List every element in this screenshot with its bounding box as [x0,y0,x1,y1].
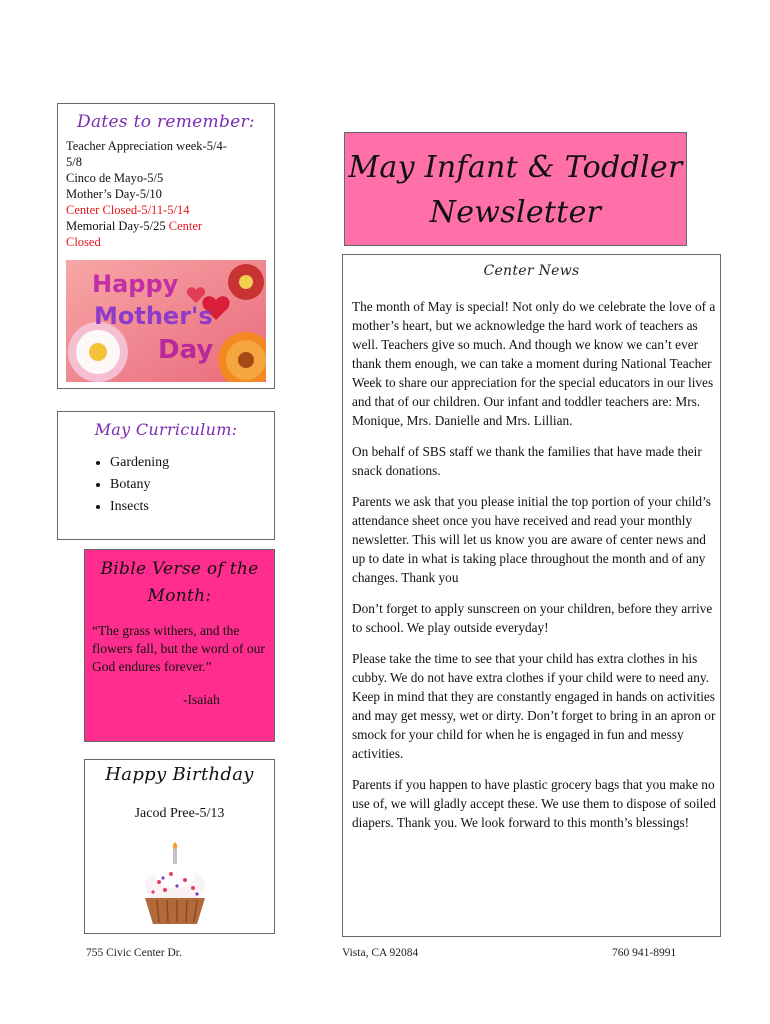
date-item: Teacher Appreciation week-5/4- [66,139,227,153]
cupcake-icon [137,842,215,926]
md-text-mothers: Mother's [94,302,213,330]
news-paragraph: Don’t forget to apply sunscreen on your children, before they arrive to school. We play outside everyday! [352,601,713,635]
center-news-heading: Center News [483,263,580,279]
bible-quote: “The grass withers, and the flowers fall, but the word of our God endures forever.” [92,623,265,674]
mothers-day-image [66,260,266,382]
curriculum-box [57,411,275,540]
date-item-closed: Center Closed-5/11-5/14 [66,203,190,217]
news-paragraph: Please take the time to see that your child has extra clothes in his cubby. We do not have extra clothes if your child were to need any. Keep in mind that they are constantly engaged in hands on activities and may get messy, wet or dirty. Don’t forget to bring in an apron or smock for your child for when he is engaged in fun and messy activities. [352,651,716,761]
bible-verse-box [84,549,275,742]
bible-heading-line2: Month: [147,586,212,606]
footer-phone: 760 941-8991 [612,947,677,959]
date-item: Cinco de Mayo-5/5 [66,171,164,185]
bible-attribution: -Isaiah [183,692,220,707]
news-paragraph: On behalf of SBS staff we thank the families that have made their snack donations. [352,444,702,478]
title-box [344,132,687,246]
date-item-closed-cont: Closed [66,235,101,249]
curriculum-list [82,452,169,518]
date-item: Mother’s Day-5/10 [66,187,162,201]
md-text-day: Day [158,335,214,365]
birthday-box [84,759,275,934]
birthday-heading: Happy Birthday [105,764,254,785]
news-paragraph: The month of May is special! Not only do we celebrate the love of a mother’s heart, but we acknowledge the hard work of teachers as well. Teachers give so much. And though we know we can’t ever thank them enough, we can take a moment during National Teacher Week to share our appreciation for the special educators in our lives and that of our children. Our infant and toddler teachers are: Mrs. Monique, Mrs. Danielle and Mrs. Lillian. [352,299,716,428]
footer-city: Vista, CA 92084 [342,947,419,959]
center-news-body [352,297,716,844]
date-item-memorial [66,218,266,234]
page-title: May Infant & Toddler Newsletter [348,150,683,230]
md-text-happy: Happy [92,270,179,298]
center-news-box [342,254,721,937]
curriculum-item: • Gardening [110,452,169,474]
curriculum-item: • Insects [110,496,169,518]
memorial-closed: Center [168,219,203,233]
news-paragraph: Parents if you happen to have plastic grocery bags that you make no use of, we will gladly accept these. We use them to dispose of soiled diapers. Thank you. We look forward to this month’s blessings! [352,777,716,830]
birthday-name: Jacod Pree-5/13 [134,806,225,821]
curriculum-item: • Botany [110,474,169,496]
dates-list [66,138,266,250]
curriculum-heading: May Curriculum: [94,420,238,439]
memorial-text: Memorial Day-5/25 [66,219,169,233]
footer-address: 755 Civic Center Dr. [86,947,182,959]
bible-heading-line1: Bible Verse of the [100,559,259,579]
dates-heading: Dates to remember: [77,112,255,132]
bible-verse-heading [85,556,274,610]
news-paragraph: Parents we ask that you please initial the top portion of your child’s attendance sheet once you have received and read your monthly newsletter. This will let us know you are aware of center news and up to date in what is taking place throughout the month and of any changes. Thank you [352,494,711,585]
date-item: 5/8 [66,155,82,169]
